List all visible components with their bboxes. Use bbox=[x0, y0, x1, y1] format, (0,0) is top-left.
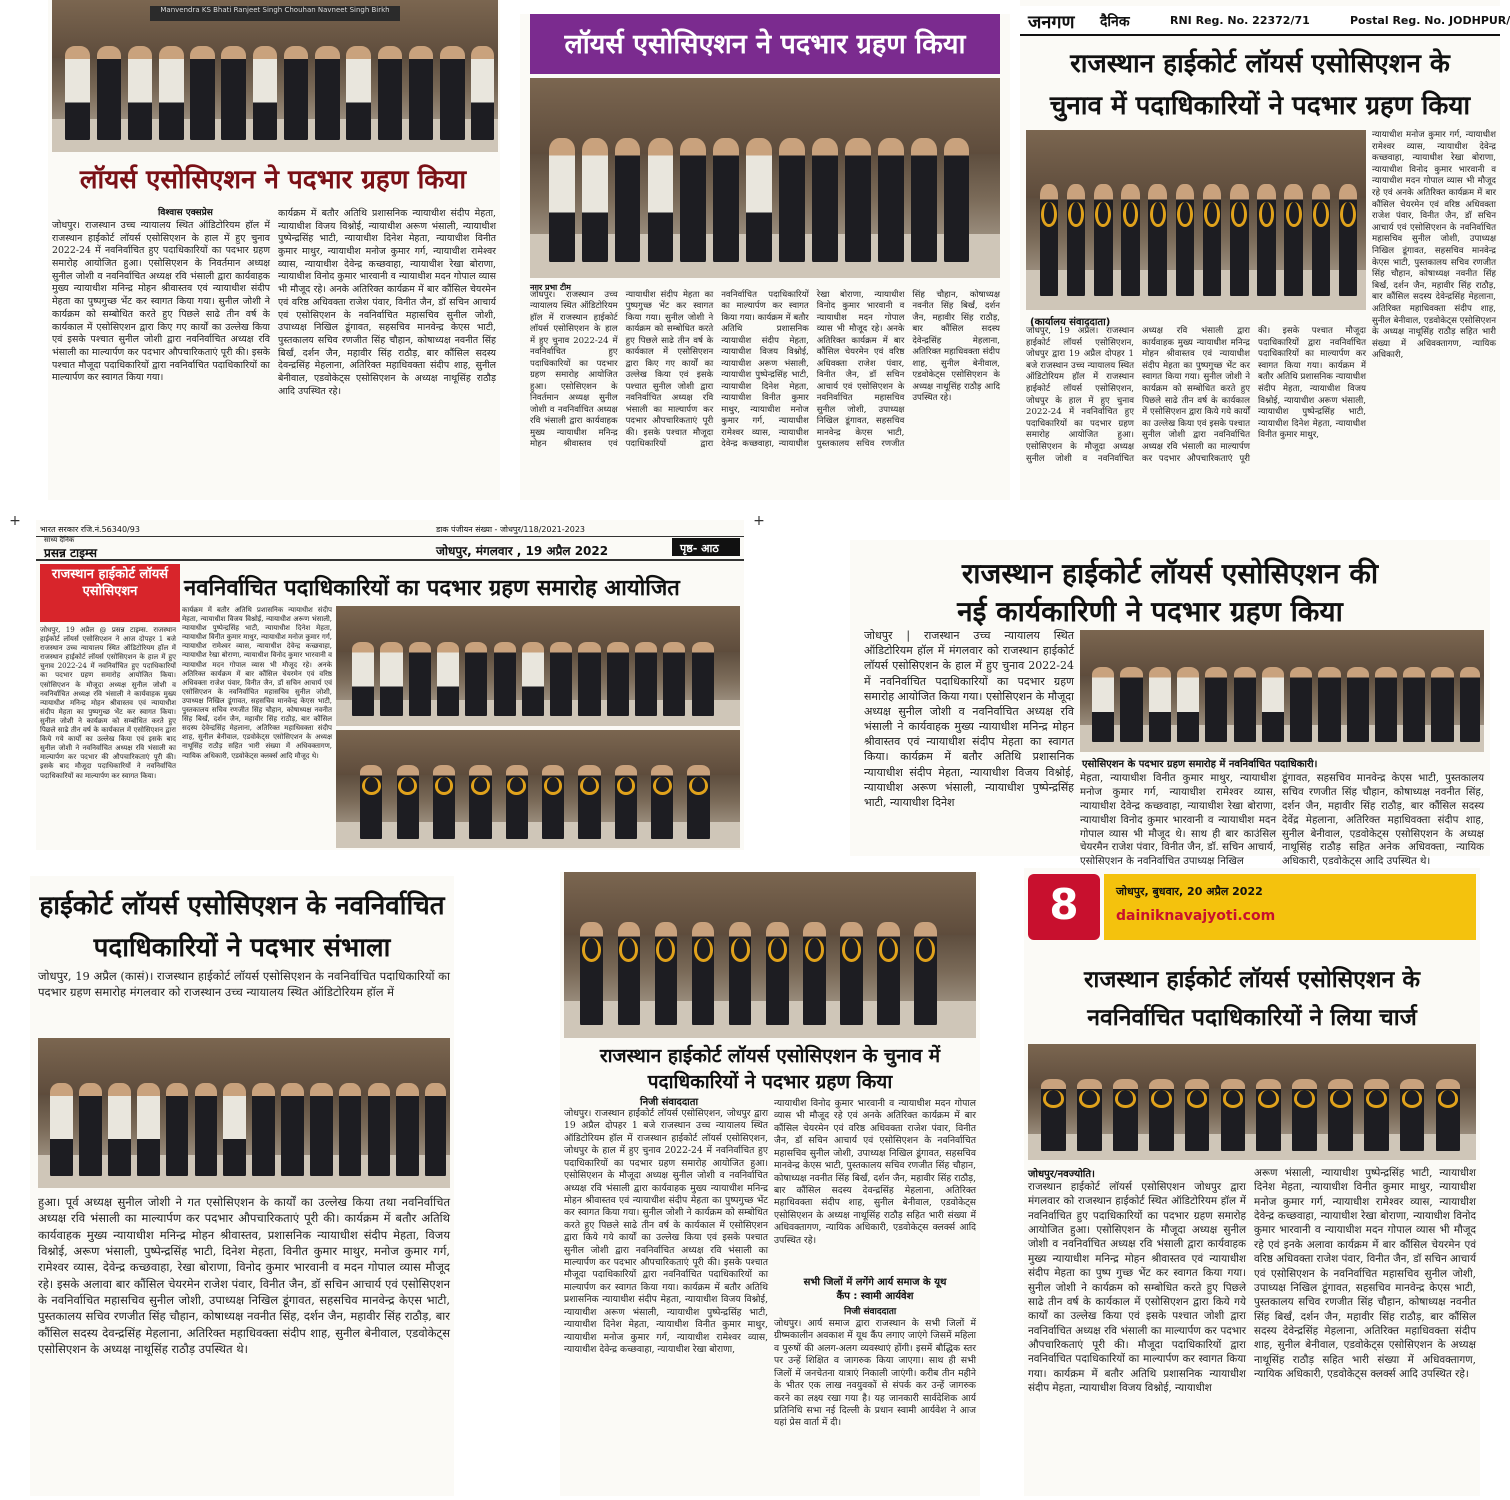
byline: (कार्यालय संवाददाता) bbox=[1030, 317, 1111, 328]
byline: जोधपुर/नवज्योति। bbox=[1028, 1169, 1095, 1180]
badge-text: राजस्थान हाईकोर्ट लॉयर्स एसोसिएशन bbox=[51, 567, 169, 599]
clip-prasanna-times bbox=[36, 520, 744, 850]
paper-name: प्रसन्न टाइम्स bbox=[44, 546, 98, 560]
clip-election-charge bbox=[560, 872, 980, 1496]
crop-mark: + bbox=[753, 513, 765, 529]
headline-line2: चुनाव में पदाधिकारियों ने पदभार ग्रहण किया bbox=[1049, 91, 1471, 121]
body-left: जोधपुर। राजस्थान हाईकोर्ट लॉयर्स एसोसिएशन, जोधपुर द्वारा 19 अप्रैल दोपहर 1 बजे राजस्थान उच्च न्यायालय स्थित ऑडिटोरियम हॉल में राजस्थान हाईकोर्ट लॉयर्स एसोसिएशन, जोधपुर के हाल में हुए चुनाव 2022-24 में नवनिर्वाचित हुए पदाधिकारियों का पदभार ग्रहण समारोह आयोजित हुआ। एसोसिएशन के मौजूदा अध्यक्ष सुनील जोशी व नवनिर्वाचित अध्यक्ष रवि भंसाली द्वारा कार्यवाहक मुख्य न्यायाधीश मनिन्द्र मोहन श्रीवास्तव एवं न्यायाधीश संदीप मेहता का पुष्पगुच्छ भेंट कर स्वागत किया गया। सुनील जोशी ने कार्यक्रम को सम्बोधित करते हुए पिछले साढे तीन वर्ष के कार्यकाल में एसोसिएशन द्वारा किये गये कार्यों का उल्लेख किया एवं इसके पश्चात सुनील जोशी द्वारा नवनिर्वाचित अध्यक्ष रवि भंसाली का माल्यार्पण कर पदभार औपचारिकताएं पूरी की। इसके पश्चात मौजूदा पदाधिकारियों द्वारा नवनिर्वाचित पदाधिकारियों का माल्यार्पण कर स्वागत किया गया। कार्यक्रम में बतौर अतिथि प्रशासनिक न्यायाधीश संदीप मेहता, न्यायाधीश विजय विश्नोई, न्यायाधीश अरूण भंसाली, न्यायाधीश पुष्पेन्द्रसिंह भाटी, न्यायाधीश दिनेश मेहता, न्यायाधीश विनीत कुमार माथुर, न्यायाधीश मनोज कुमार गर्ग, न्यायाधीश रामेश्वर व्यास, न्यायाधीश देवेन्द्र कच्छवाहा, न्यायाधीश रेखा बोराणा, bbox=[564, 1108, 768, 1356]
website: dainiknavajyoti.com bbox=[1116, 908, 1276, 924]
page-number: 8 bbox=[1049, 880, 1079, 929]
headline-line1: राजस्थान हाईकोर्ट लॉयर्स एसोसिएशन के bbox=[1084, 967, 1420, 993]
photo-banner: Manvendra KS Bhati Ranjeet Singh Chouhan Navneet Singh Birkh bbox=[150, 6, 400, 21]
masthead: जनगण bbox=[1028, 12, 1075, 33]
headline: नवनिर्वाचित पदाधिकारियों का पदभार ग्रहण समारोह आयोजित bbox=[184, 576, 680, 601]
group-photo-top bbox=[336, 606, 740, 726]
clip-jangan bbox=[1020, 0, 1510, 500]
body-right: न्यायाधीश विनोद कुमार भारवानी व न्यायाधीश मदन गोपाल व्यास भी मौजूद रहे एवं अनके अतिरिक्त कार्यक्रम में बार कौंसिल चेयरमेन एवं वरिष्ठ अधिवक्ता राजेश पंवार, विनीत जैन, डॉ सचिन आचार्य एवं एसोसिएशन के नवनिर्वाचित महासचिव सुनील जोशी, उपाध्यक्ष निखिल डूंगावत, सहसचिव मानवेन्द्र केएस भाटी, पुस्तकालय सचिव रणजीत सिंह चौहान, कोषाध्यक्ष नवनीत सिंह बिर्खं, दर्शन जैन, महावीर सिंह राठौड़, बार कौंसिल सदस्य देवन्द्रसिंह मेहलाना, अतिरिक्त महाधिवक्ता संदीप शाह, सुनील बेनीवाल, एडवोकेट्स एसोसिएशन के अध्यक्ष नाथूसिंह राठौड़ सहित भारी संख्या में अधिवक्तागण, न्यायिक अधिकारी, एडवोकेट्स क्लर्क्स आदि उपस्थित रहे। bbox=[774, 1098, 976, 1246]
body: जोधपुर। राजस्थान उच्च न्यायालय स्थित ऑडिटोरियम हॉल में राजस्थान हाईकोर्ट लॉयर्स एसोसिएशन के हाल में हुए चुनाव 2022-24 में नवनिर्वाचित हुए पदाधिकारियों का पदभार ग्रहण समारोह आयोजित हुआ। एसोसिएशन के निवर्तमान अध्यक्ष सुनील जोशी व नवनिर्वाचित अध्यक्ष रवि भंसाली द्वारा कार्यवाहक मुख्य न्यायाधीश मनिन्द्र मोहन श्रीवास्तव एवं न्यायाधीश संदीप मेहता का पुष्पगुच्छ भेंट कर स्वागत किया गया। सुनील जोशी ने कार्यक्रम को सम्बोधित करते हुए पिछले साढे तीन वर्ष के कार्यकाल में एसोसिएशन द्वारा किए गए कार्यों का उल्लेख किया एवं इसके पश्चात सुनील जोशी द्वारा नवनिर्वाचित अध्यक्ष रवि भंसाली का माल्यार्पण कर पदभार औपचारिकताएं पूरी की। इसके पश्चात मौजूदा पदाधिकारियों द्वारा नवनिर्वाचित पदाधिकारियों का माल्यार्पण कर स्वागत किया गया। कार्यक्रम में बतौर अतिथि प्रशासनिक न्यायाधीश संदीप मेहता, न्यायाधीश विजय विश्नोई, न्यायाधीश अरूण भंसाली, न्यायाधीश पुष्पेन्द्रसिंह भाटी, न्यायाधीश दिनेश मेहता, न्यायाधीश विनीत कुमार माथुर, न्यायाधीश मनोज कुमार गर्ग, न्यायाधीश रामेश्वर व्यास, न्यायाधीश देवेन्द्र कच्छवाहा, न्यायाधीश रेखा बोराणा, न्यायाधीश विनोद कुमार भारवानी व न्यायाधीश मदन गोपाल व्यास भी मौजूद रहे। अनके अतिरिक्त कार्यक्रम में बार कौंसिल चेयरमेन एवं वरिष्ठ अधिवक्ता राजेश पंवार, विनीत जैन, डॉ सचिन आचार्य एवं एसोसिएशन के नवनिर्वाचित महासचिव सुनील जोशी, उपाध्यक्ष निखिल डूंगावत, सहसचिव मानवेन्द्र केएस भाटी, पुस्तकालय सचिव रणजीत सिंह चौहान, कोषाध्यक्ष नवनीत सिंह बिर्खं, दर्शन जैन, महावीर सिंह राठौड़, बार कौंसिल सदस्य देवेन्द्रसिंह मेहलाना, अतिरिक्त महाधिवक्ता संदीप शाह, सुनील बेनीवाल, एडवोकेट्स एसोसिएशन के अध्यक्ष नाथूसिंह राठौड़ आदि उपस्थित रहे। bbox=[530, 290, 1000, 450]
sub-byline: निजी संवाददाता bbox=[844, 1307, 897, 1317]
byline: निजी संवाददाता bbox=[640, 1097, 699, 1108]
body-left: जोधपुर, 19 अप्रैल @ प्रसन्न टाइम्स. राजस्थान हाईकोर्ट लॉयर्स एसोसिएशन ने आज दोपहर 1 बजे राजस्थान उच्च न्यायालय स्थित ऑडिटोरियम हॉल में राजस्थान हाईकोर्ट लॉयर्स एसोसिएशन के हाल में हुए चुनाव 2022-24 में नवनिर्वाचित हुए पदाधिकारियों का पदभार ग्रहण समारोह आयोजित किया। एसोसिएशन के मौजूदा अध्यक्ष सुनील जोशी व नवनिर्वाचित अध्यक्ष रवि भंसाली ने कार्यवाहक मुख्य न्यायाधीश मनिन्द्र मोहन श्रीवास्तव एवं न्यायाधीश संदीप मेहता का पुष्पगुच्छ भेंट कर स्वागत किया। सुनील जोशी ने कार्यक्रम को सम्बोधित करते हुए पिछले साढे तीन वर्ष के कार्यकाल में एसोसिएशन द्वारा किये गये कार्यों का उल्लेख किया एवं इसके बाद सुनील जोशी ने नवनिर्वाचित अध्यक्ष रवि भंसाली का माल्यार्पण कर पदभार की औपचारिकताएं पूरी की। इसके बाद मौजूदा पदाधिकारियों ने नवनिर्वाचित पदाधिकारियों का माल्यार्पण कर स्वागत किया। bbox=[40, 626, 176, 780]
sub-headline-line1: सभी जिलों में लगेंगे आर्य समाज के यूथ bbox=[803, 1277, 947, 1288]
sub-headline-line2: कैंप : स्वामी आर्यवेश bbox=[836, 1291, 914, 1302]
col-3: डूंगावत, सहसचिव मानवेन्द्र केएस भाटी, पुस्तकालय सचिव रणजीत सिंह चौहान, कोषाध्यक्ष नवनीत सिंह, दर्शन जैन, महावीर सिंह राठौड़, बार कौंसिल सदस्य देवेंद्र मेहलाना, अतिरिक्त महाधिवक्ता संदीप शाह, सुनील बेनीवाल, एडवोकेट्स एसोसिएशन के अध्यक्ष नाथूसिंह राठौड़ सहित अनेक अधिवक्ता, न्यायिक अधिकारी, एडवोकेट्स आदि उपस्थित थे। bbox=[1282, 773, 1484, 868]
headline: लॉयर्स एसोसिएशन ने पदभार ग्रहण किया bbox=[79, 165, 467, 195]
group-photo bbox=[530, 78, 1000, 278]
body-mid: कार्यक्रम में बतौर अतिथि प्रशासनिक न्यायाधीश संदीप मेहता, न्यायाधीश विजय विश्नोई, न्यायाधीश अरूण भंसाली, न्यायाधीश पुष्पेन्द्रसिंह भाटी, न्यायाधीश दिनेश मेहता, न्यायाधीश विनीत कुमार माथुर, न्यायाधीश मनोज कुमार गर्ग, न्यायाधीश रामेश्वर व्यास, न्यायाधीश देवेन्द्र कच्छवाहा, न्यायाधीश रेखा बोराणा, न्यायाधीश विनोद कुमार भारवानी व न्यायाधीश मदन गोपाल व्यास भी मौजूद रहे। अनके अतिरिक्त कार्यक्रम में बार कौंसिल चेयरमेन एवं वरिष्ठ अधिवक्ता राजेश पंवार, विनीत जैन, डॉ सचिन आचार्य एवं एसोसिएशन के नवनिर्वाचित महासचिव सुनील जोशी, उपाध्यक्ष निखिल डूंगावत, सहसचिव मानवेन्द्र केएस भाटी, पुस्तकालय सचिव रणजीत सिंह चौहान, कोषाध्यक्ष नवनीत सिंह बिर्खं, दर्शन जैन, महावीर सिंह राठौड़, बार कौंसिल सदस्य देवेन्द्रसिंह मेहलाना, अतिरिक्त महाधिवक्ता संदीप शाह, सुनील बेनीवाल, एडवोकेट्स एसोसिएशन के अध्यक्ष नाथूसिंह राठौड़ सहित भारी संख्या में अधिवक्तागण, न्यायिक अधिकारी, एडवोकेट्स क्लर्क्स आदि मौजूद थे। bbox=[182, 606, 332, 760]
postal-registration: डाक पंजीयन संख्या - जोधपुर/118/2021-2023 bbox=[436, 525, 585, 534]
rni-number: RNI Reg. No. 22372/71 bbox=[1170, 14, 1310, 27]
clip-vishwas-express bbox=[48, 0, 500, 500]
crop-mark: + bbox=[9, 513, 21, 529]
headline-line2: नवनिर्वाचित पदाधिकारियों ने लिया चार्ज bbox=[1087, 1005, 1417, 1031]
group-photo bbox=[1028, 1044, 1476, 1160]
byline: विश्वास एक्सप्रेस bbox=[158, 208, 213, 218]
group-photo bbox=[52, 0, 498, 152]
body-right: अरूण भंसाली, न्यायाधीश पुष्पेन्द्रसिंह भाटी, न्यायाधीश दिनेश मेहता, न्यायाधीश विनीत कुमार माथुर, न्यायाधीश मनोज कुमार गर्ग, न्यायाधीश रामेश्वर व्यास, न्यायाधीश देवेन्द्र कच्छवाहा, न्यायाधीश रेखा बोराणा, न्यायाधीश विनोद कुमार भारवानी व न्यायाधीश मदन गोपाल व्यास भी मौजूद रहे एवं इनके अलावा कार्यक्रम में बार कौंसिल चेयरमेन एवं वरिष्ठ अधिवक्ता राजेश पंवार, विनीत जैन, डॉ सचिन आचार्य एवं एसोसिएशन के नवनिर्वाचित महासचिव सुनील जोशी, उपाध्यक्ष निखिल डूंगावत, सहसचिव मानवेन्द्र केएस भाटी, पुस्तकालय सचिव रणजीत सिंह चौहान, कोषाध्यक्ष नवनीत सिंह बिर्खं, दर्शन जैन, महावीर सिंह राठौड़, बार कौंसिल सदस्य देवेन्द्रसिंह मेहलाना, अतिरिक्त महाधिवक्ता संदीप शाह, सुनील बेनीवाल, एडवोकेट्स एसोसिएशन के अध्यक्ष नाथूसिंह राठौड़ सहित भारी संख्या में अधिवक्तागण, न्यायिक अधिकारी, एडवोकेट्स क्लर्क्स आदि उपस्थित रहे। bbox=[1254, 1167, 1476, 1381]
lead: जोधपुर | राजस्थान उच्च न्यायालय स्थित ऑडिटोरियम हॉल में मंगलवार को राजस्थान हाईकोर्ट लॉयर्स एसोसिएशन के हाल में हुए चुनाव 2022-24 में नवनिर्वाचित पदाधिकारियों का पदभार ग्रहण समारोह आयोजित किया गया। एसोसिएशन के मौजूदा अध्यक्ष सुनील जोशी व नवनिर्वाचित अध्यक्ष रवि भंसाली ने कार्यवाहक मुख्य न्यायाधीश मनिन्द्र मोहन श्रीवास्तव एवं न्यायाधीश संदीप मेहता का स्वागत किया। कार्यक्रम में बतौर अतिथि प्रशासनिक न्यायाधीश संदीप मेहता, न्यायाधीश विजय विश्नोई, न्यायाधीश अरूण भंसाली, न्यायाधीश पुष्पेन्द्रसिंह भाटी, न्यायाधीश दिनेश bbox=[864, 629, 1074, 809]
group-photo bbox=[564, 872, 976, 1038]
col-2: मेहता, न्यायाधीश विनीत कुमार माथुर, न्यायाधीश मनोज कुमार गर्ग, न्यायाधीश रामेश्वर व्यास, न्यायाधीश देवेन्द्र कच्छवाहा, न्यायाधीश रेखा बोराणा, न्यायाधीश विनोद कुमार भारवानी व न्यायाधीश मदन गोपाल व्यास भी मौजूद थे। साथ ही बार काउंसिल चेयरमैन राजेश पंवार, विनीत जैन, डॉ. सचिन आचार्य, एसोसिएशन के नवनिर्वाचित उपाध्यक्ष निखिल bbox=[1080, 773, 1276, 868]
page-number: पृष्ठ- आठ bbox=[680, 542, 719, 555]
group-photo bbox=[1026, 130, 1366, 310]
clip-new-executive bbox=[850, 540, 1490, 868]
side-text: न्यायाधीश मनोज कुमार गर्ग, न्यायाधीश रामेश्वर व्यास, न्यायाधीश देवेन्द्र कच्छवाहा, न्यायाधीश रेखा बोराणा, न्यायाधीश विनोद कुमार भारवानी व न्यायाधीश मदन गोपाल व्यास भी मौजूद रहे एवं अनके अतिरिक्त कार्यक्रम में बार कौंसिल चेयरमेन एवं वरिष्ठ अधिवक्ता राजेश पंवार, विनीत जैन, डॉ सचिन आचार्य एवं एसोसिएशन के नवनिर्वाचित महासचिव सुनील जोशी, उपाध्यक्ष निखिल डूंगावत, सहसचिव मानवेन्द्र केएस भाटी, पुस्तकालय सचिव रणजीत सिंह चौहान, कोषाध्यक्ष नवनीत सिंह बिर्खं, दर्शन जैन, महावीर सिंह राठौड़, बार कौंसिल सदस्य देवेन्द्रसिंह मेहलाना, अतिरिक्त महाधिवक्ता संदीप शाह, सुनील बेनीवाल, एडवोकेट्स एसोसिएशन के अध्यक्ष नाथूसिंह राठौड़ सहित भारी संख्या में अधिवक्तागण, न्यायिक अधिकारी, bbox=[1372, 130, 1496, 361]
group-photo bbox=[38, 1038, 450, 1188]
group-photo bbox=[1080, 630, 1484, 752]
reg-number: भारत सरकार रजि.नं.56340/93 bbox=[40, 525, 140, 534]
headline: लॉयर्स एसोसिएशन ने पदभार ग्रहण किया bbox=[564, 29, 966, 60]
body-right: कार्यक्रम में बतौर अतिथि प्रशासनिक न्यायाधीश संदीप मेहता, न्यायाधीश विजय विश्नोई, न्यायाधीश अरूण भंसाली, न्यायाधीश पुष्पेन्द्रसिंह भाटी, न्यायाधीश दिनेश मेहता, न्यायाधीश विनीत कुमार माथुर, न्यायाधीश मनोज कुमार गर्ग, न्यायाधीश रामेश्वर व्यास, न्यायाधीश देवेन्द्र कच्छवाहा, न्यायाधीश रेखा बोराणा, न्यायाधीश विनोद कुमार भारवानी व न्यायाधीश मदन गोपाल व्यास भी मौजूद रहे। अनके अतिरिक्त कार्यक्रम में बार कौंसिल चेयरमेन एवं वरिष्ठ अधिवक्ता राजेश पंवार, विनीत जैन, डॉ सचिन आचार्य एवं एसोसिएशन के नवनिर्वाचित महासचिव सुनील जोशी, उपाध्यक्ष निखिल डूंगावत, सहसचिव मानवेन्द्र केएस भाटी, पुस्तकालय सचिव रणजीत सिंह चौहान, कोषाध्यक्ष नवनीत सिंह बिर्खं, दर्शन जैन, महावीर सिंह राठौड़, बार कौंसिल सदस्य देवन्द्रसिंह मेहलाना, अतिरिक्त महाधिवक्ता संदीप शाह, सुनील बेनीवाल, एडवोकेट्स एसोसिएशन के अध्यक्ष नाथूसिंह राठौड़ आदि उपस्थित रहे। bbox=[278, 208, 496, 397]
dateline: जोधपुर, बुधवार, 20 अप्रैल 2022 bbox=[1116, 885, 1263, 898]
headline-line1: हाईकोर्ट लॉयर्स एसोसिएशन के नवनिर्वाचित bbox=[39, 891, 445, 921]
masthead-bar bbox=[36, 536, 744, 561]
caption: एसोसिएशन के पदभार ग्रहण समारोह में नवनिर्वाचित पदाधिकारी। bbox=[1082, 759, 1318, 770]
clip-nagar-prabha bbox=[520, 14, 1010, 500]
body: हुआ। पूर्व अध्यक्ष सुनील जोशी ने गत एसोसिएशन के कार्यों का उल्लेख किया तथा नवनिर्वाचित अध्यक्ष रवि भंसाली का माल्यार्पण कर पदभार औपचारिकताएं पूरी की। कार्यक्रम में बतौर अतिथि कार्यवाहक मुख्य न्यायाधीश मनिन्द्र मोहन श्रीवास्तव, प्रशासनिक न्यायाधीश संदीप मेहता, विजय विश्नोई, अरूण भंसाली, पुष्पेन्द्रसिंह भाटी, दिनेश मेहता, विनीत कुमार माथुर, मनोज कुमार गर्ग, रामेश्वर व्यास, देवेन्द्र कच्छवाहा, रेखा बोराणा, विनोद कुमार भारवानी व मदन गोपाल व्यास मौजूद रहे। इसके अलावा बार कौंसिल चेयरमेन राजेश पंवार, विनीत जैन, डॉ सचिन आचार्य एवं एसोसिएशन के नवनिर्वाचित महासचिव सुनील जोशी, उपाध्यक्ष निखिल डूंगावत, सहसचिव मानवेन्द्र केएस भाटी, पुस्तकालय सचिव रणजीत सिंह चौहान, कोषाध्यक्ष नवनीत सिंह, दर्शन जैन, महावीर सिंह राठौड़, बार कौंसिल सदस्य देवन्द्रसिंह मेहलाना, अतिरिक्त महाधिवक्ता संदीप शाह, सुनील बेनीवाल, एडवोकेट्स एसोसिएशन के अध्यक्ष नाथूसिंह राठौड़ उपस्थित थे। bbox=[38, 1195, 450, 1356]
byline: नगर प्रभा टीम bbox=[530, 283, 571, 292]
dateline: जोधपुर, मंगलवार , 19 अप्रैल 2022 bbox=[436, 544, 609, 558]
clip-navajyoti bbox=[1024, 868, 1480, 1496]
headline-line1: राजस्थान हाईकोर्ट लॉयर्स एसोसिएशन के bbox=[1070, 49, 1450, 79]
paper-tag: सांध्य दैनिक bbox=[44, 536, 75, 544]
headline-line2: नई कार्यकारिणी ने पदभार ग्रहण किया bbox=[957, 595, 1343, 628]
lead: जोधपुर, 19 अप्रैल (कासं)। राजस्थान हाईकोर्ट लॉयर्स एसोसिएशन के नवनिर्वाचित पदाधिकारियों का पदभार ग्रहण समारोह मंगलवार को राजस्थान उच्च न्यायालय स्थित ऑडिटोरियम हॉल में bbox=[38, 969, 450, 1000]
body-left: जोधपुर। राजस्थान उच्च न्यायालय स्थित ऑडिटोरियम हॉल में राजस्थान हाईकोर्ट लॉयर्स एसोसिएशन के हाल में हुए चुनाव 2022-24 में नवनिर्वाचित हुए पदाधिकारियों का पदभार ग्रहण समारोह आयोजित हुआ। एसोसिएशन के निवर्तमान अध्यक्ष सुनील जोशी व नवनिर्वाचित अध्यक्ष रवि भंसाली द्वारा कार्यवाहक मुख्य न्यायाधीश मनिन्द्र मोहन श्रीवास्तव एवं न्यायाधीश संदीप मेहता का पुष्पगुच्छ भेंट कर स्वागत किया गया। सुनील जोशी ने कार्यक्रम को सम्बोधित करते हुए पिछले साढे तीन वर्ष के कार्यकाल में एसोसिएशन द्वारा किए गए कार्यों का उल्लेख किया एवं इसके पश्चात सुनील जोशी द्वारा नवनिर्वाचित अध्यक्ष रवि भंसाली का माल्यार्पण कर पदभार औपचारिकताएं पूरी की। इसके पश्चात मौजूदा पदाधिकारियों द्वारा नवनिर्वाचित पदाधिकारियों का माल्यार्पण कर स्वागत किया गया। bbox=[52, 220, 270, 384]
headline-line1: राजस्थान हाईकोर्ट लॉयर्स एसोसिएशन के चुनाव में bbox=[599, 1045, 941, 1067]
postal-number: Postal Reg. No. JODHPUR/ bbox=[1350, 14, 1510, 27]
body: जोधपुर, 19 अप्रैल। राजस्थान हाईकोर्ट लॉयर्स एसोसिएशन, जोधपुर द्वारा 19 अप्रैल दोपहर 1 बजे राजस्थान उच्च न्यायालय स्थित ऑडिटोरियम हॉल में राजस्थान हाईकोर्ट लॉयर्स एसोसिएशन, जोधपुर के हाल में हुए चुनाव 2022-24 में नवनिर्वाचित हुए पदाधिकारियों का पदभार ग्रहण समारोह आयोजित हुआ। एसोसिएशन के मौजूदा अध्यक्ष सुनील जोशी व नवनिर्वाचित अध्यक्ष रवि भंसाली द्वारा कार्यवाहक मुख्य न्यायाधीश मनिन्द्र मोहन श्रीवास्तव एवं न्यायाधीश संदीप मेहता का पुष्पगुच्छ भेंट कर स्वागत किया गया। सुनील जोशी ने कार्यक्रम को सम्बोधित करते हुए पिछले साढे तीन वर्ष के कार्यकाल में एसोसिएशन द्वारा किये गये कार्यों का उल्लेख किया एवं इसके पश्चात सुनील जोशी द्वारा नवनिर्वाचित अध्यक्ष रवि भंसाली का माल्यार्पण कर पदभार औपचारिकताएं पूरी की। इसके पश्चात मौजूदा पदाधिकारियों द्वारा नवनिर्वाचित पदाधिकारियों का माल्यार्पण कर स्वागत किया गया। कार्यक्रम में बतौर अतिथि प्रशासनिक न्यायाधीश संदीप मेहता, न्यायाधीश विजय विश्नोई, न्यायाधीश अरूण भंसाली, न्यायाधीश पुष्पेन्द्रसिंह भाटी, न्यायाधीश दिनेश मेहता, न्यायाधीश विनीत कुमार माथुर, bbox=[1026, 326, 1366, 464]
headline-line2: पदाधिकारियों ने पदभार संभाला bbox=[93, 933, 391, 963]
group-photo-bottom bbox=[336, 730, 740, 848]
masthead-sub: दैनिक bbox=[1100, 14, 1130, 30]
clip-newly-elected bbox=[30, 876, 454, 1496]
body-left: राजस्थान हाईकोर्ट लॉयर्स एसोसिएशन जोधपुर द्वारा मंगलवार को राजस्थान हाईकोर्ट स्थित ऑडिटोरियम हॉल में नवनिर्वाचित हुए पदाधिकारियों का पदभार ग्रहण समारोह आयोजित हुआ। एसोसिएशन के मौजूदा अध्यक्ष सुनील जोशी व नवनिर्वाचित अध्यक्ष रवि भंसाली द्वारा कार्यवाहक मुख्य न्यायाधीश मनिन्द्र मोहन श्रीवास्तव एवं न्यायाधीश संदीप मेहता का पुष्प गुच्छ भेंट कर स्वागत किया गया। सुनील जोशी ने कार्यक्रम को सम्बोधित करते हुए पिछले साढे तीन वर्ष के कार्यकाल में एसोसिएशन द्वारा किये गये कार्यों का उल्लेख किया एवं इसके पश्चात जोशी द्वारा नवनिर्वाचित अध्यक्ष रवि भंसाली का माल्यार्पण कर पदभार औपचारिकताएं पूरी की। मौजूदा पदाधिकारियों द्वारा नवनिर्वाचित पदाधिकारियों का माल्यार्पण कर स्वागत किया गया। कार्यक्रम में बतौर अतिथि प्रशासनिक न्यायाधीश संदीप मेहता, न्यायाधीश विजय विश्नोई, न्यायाधीश bbox=[1028, 1181, 1246, 1395]
headline-line1: राजस्थान हाईकोर्ट लॉयर्स एसोसिएशन की bbox=[961, 557, 1379, 590]
headline-line2: पदाधिकारियों ने पदभार ग्रहण किया bbox=[647, 1071, 893, 1093]
sub-body: जोधपुर। आर्य समाज द्वारा राजस्थान के सभी जिलों में ग्रीष्मकालीन अवकाश में यूथ कैंप लगाए जाएंगे जिसमें महिला व पुरुषों की अलग-अलग व्यवस्थाएं होंगी। इसमें बौद्धिक स्तर पर उन्हें शिक्षित व जागरुक किया जाएगा। साथ ही सभी जिलों में जनचेतना यात्राएं निकाली जाएंगी। करीब तीन महीने के भीतर एक लाख नवयुवकों से संपर्क कर उन्हें जागरुक करने का लक्ष्य रखा गया है। यह जानकारी सार्वदेशिक आर्य प्रतिनिधि सभा नई दिल्ली के प्रधान स्वामी आर्यवेश ने आज यहां प्रेस वार्ता में दी। bbox=[774, 1318, 976, 1429]
